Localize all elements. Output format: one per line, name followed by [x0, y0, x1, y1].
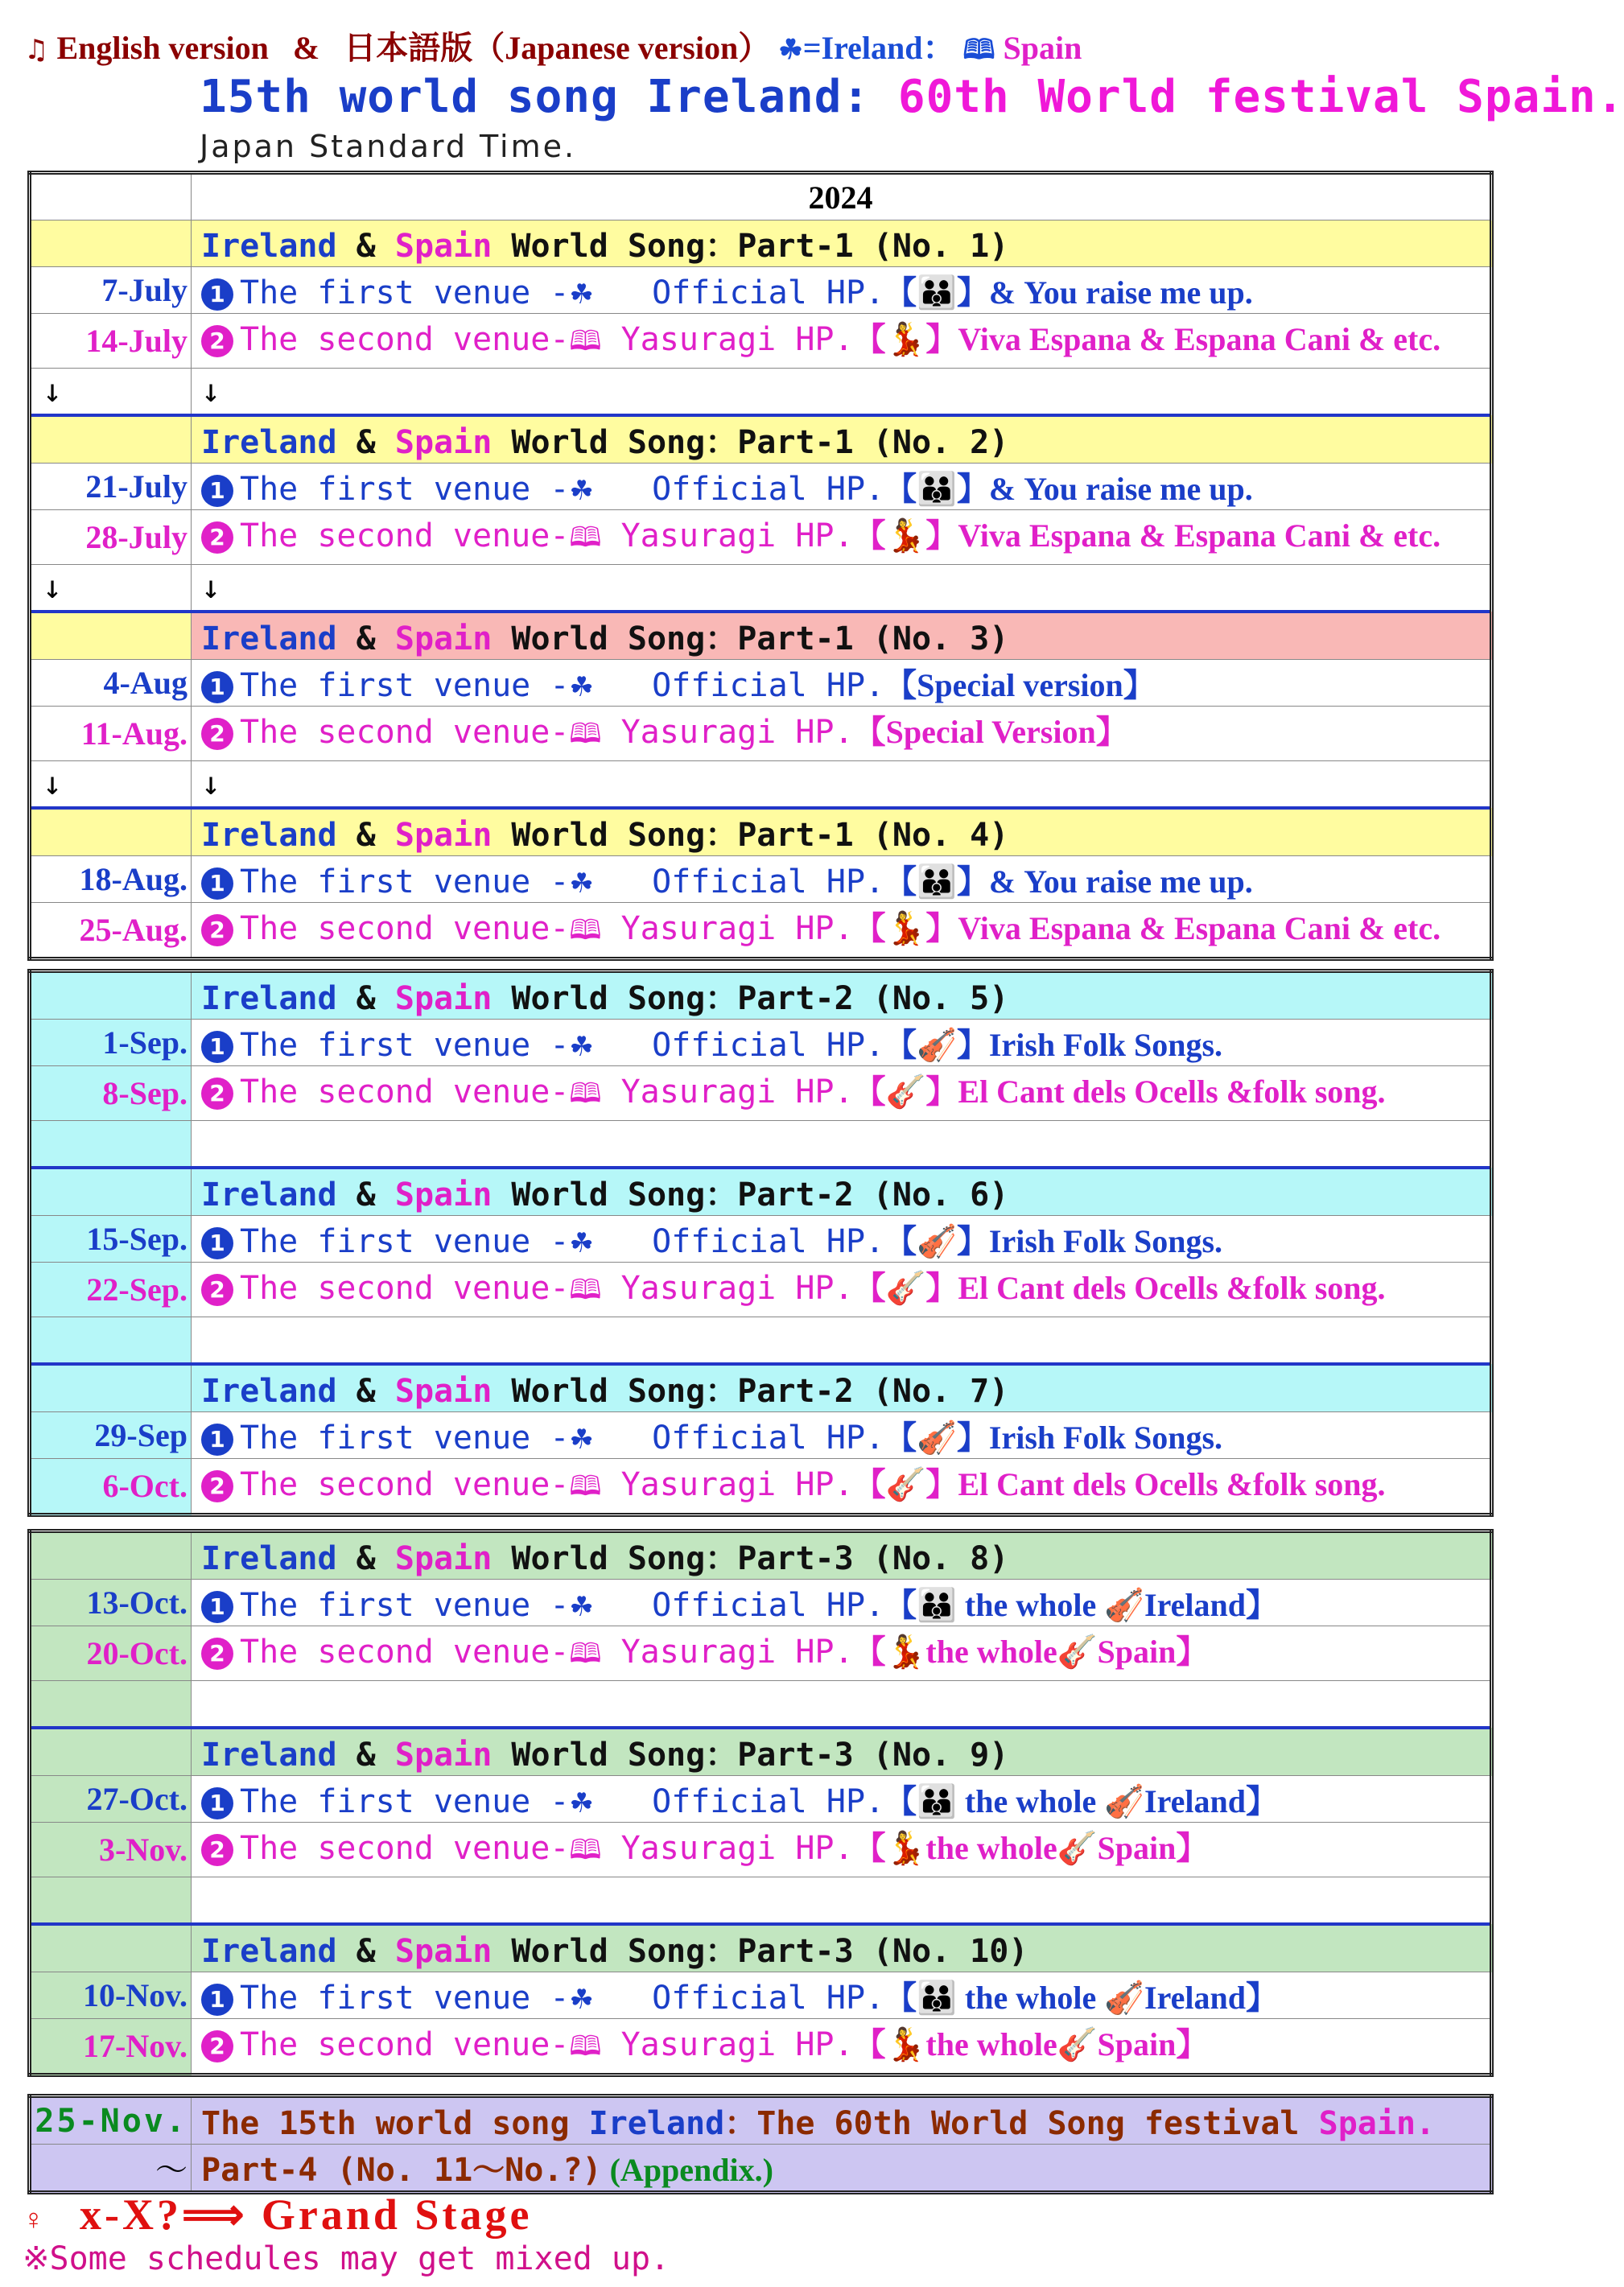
grand-stage: [23, 2189, 532, 2240]
yasuragi-hp-link[interactable]: Yasuragi HP.: [620, 1466, 854, 1503]
official-hp-link[interactable]: Official HP.: [652, 863, 885, 900]
yasuragi-hp-link[interactable]: Yasuragi HP.: [620, 1270, 854, 1307]
part-row: [30, 612, 1492, 660]
first-venue-cell: [192, 1020, 1492, 1066]
spacer-row: [30, 1121, 1492, 1168]
number-2-icon: 2: [201, 1078, 233, 1110]
part-title: [192, 1728, 1492, 1776]
shamrock-icon: ☘: [569, 671, 594, 703]
second-venue-song: 【🎸】El Cant dels Ocells &folk song.: [853, 1270, 1386, 1306]
part-spain: Spain: [394, 1540, 493, 1577]
first-venue-date: 15-Sep.: [30, 1216, 192, 1263]
part-title: [192, 1364, 1492, 1412]
first-venue-cell: [192, 1412, 1492, 1459]
book-icon: 🕮: [569, 1638, 602, 1670]
final-line-2a: Part-4 (No. 11～No.?): [201, 2152, 602, 2189]
shamrock-icon: ☘: [569, 1424, 594, 1456]
part-ireland: Ireland: [201, 620, 337, 657]
part-amp: &: [356, 620, 376, 657]
spacer-cell: [192, 1317, 1492, 1365]
yasuragi-hp-link[interactable]: Yasuragi HP.: [620, 714, 854, 751]
official-hp-link[interactable]: Official HP.: [652, 1783, 885, 1820]
second-venue-date: 28-July: [30, 510, 192, 565]
second-venue-date: 6-Oct.: [30, 1459, 192, 1515]
final-date-tilde: ～: [30, 2145, 192, 2193]
yasuragi-hp-link[interactable]: Yasuragi HP.: [620, 910, 854, 947]
second-venue-song: 【💃the whole🎸Spain】: [853, 2026, 1209, 2062]
first-venue-song: 【👪 the whole 🎻Ireland】: [884, 1587, 1279, 1623]
venue-row-first: [30, 267, 1492, 314]
grand-stage-text: x-X?⟹ Grand Stage: [80, 2190, 533, 2239]
first-venue-cell: [192, 856, 1492, 903]
schedule-section-3: [27, 1529, 1494, 2077]
part-date-cell: [30, 1924, 192, 1972]
part-amp: &: [356, 1176, 376, 1214]
part-spain: Spain: [394, 1933, 493, 1970]
yasuragi-hp-link[interactable]: Yasuragi HP.: [620, 517, 854, 554]
final-line-1b: Ireland: [588, 2105, 725, 2142]
first-venue-song: 【👪 the whole 🎻Ireland】: [884, 1980, 1279, 2016]
arrow-row: [30, 761, 1492, 809]
official-hp-link[interactable]: Official HP.: [652, 1980, 885, 2017]
second-venue-label: The second venue-: [240, 1270, 570, 1307]
part-amp: &: [356, 817, 376, 854]
official-hp-link[interactable]: Official HP.: [652, 667, 885, 704]
spacer-row: [30, 1681, 1492, 1729]
part-number: ：Part-2 (No. 6): [705, 1176, 1009, 1214]
grand-stage-icon: ♀: [23, 2203, 47, 2235]
second-venue-date: 3-Nov.: [30, 1823, 192, 1877]
arrow-down-icon: ↓: [192, 369, 1492, 416]
second-venue-song: 【🎸】El Cant dels Ocells &folk song.: [853, 1466, 1386, 1502]
part-title: [192, 808, 1492, 856]
number-2-icon: 2: [201, 1470, 233, 1502]
final-line-1c: ：The 60th World Song festival: [724, 2105, 1319, 2142]
venue-row-first: [30, 660, 1492, 707]
second-venue-label: The second venue-: [240, 1466, 570, 1503]
part-world-song: World Song: [511, 1540, 706, 1577]
first-venue-song: 【👪】& You raise me up.: [884, 863, 1253, 900]
part-number: ：Part-1 (No. 4): [705, 817, 1009, 854]
number-1-icon: 1: [201, 1424, 233, 1456]
yasuragi-hp-link[interactable]: Yasuragi HP.: [620, 321, 854, 358]
first-venue-song: 【🎻】Irish Folk Songs.: [884, 1223, 1223, 1259]
part-world-song: World Song: [511, 817, 706, 854]
first-venue-cell: [192, 1776, 1492, 1823]
part-spain: Spain: [394, 1373, 493, 1410]
first-venue-cell: [192, 1972, 1492, 2019]
part-row: [30, 1924, 1492, 1972]
part-row: [30, 1364, 1492, 1412]
part-title: [192, 1531, 1492, 1580]
number-1-icon: 1: [201, 1591, 233, 1623]
second-venue-cell: [192, 903, 1492, 959]
part-world-song: World Song: [511, 1933, 706, 1970]
spacer-row: [30, 1877, 1492, 1925]
second-venue-date: 8-Sep.: [30, 1066, 192, 1121]
venue-row-first: [30, 464, 1492, 510]
number-2-icon: 2: [201, 325, 233, 357]
first-venue-label: The first venue -: [240, 471, 570, 508]
spacer-cell: [192, 1681, 1492, 1729]
ireland-legend: =Ireland：: [802, 30, 955, 66]
number-1-icon: 1: [201, 1227, 233, 1259]
first-venue-date: 13-Oct.: [30, 1580, 192, 1626]
first-venue-song: 【👪 the whole 🎻Ireland】: [884, 1783, 1279, 1819]
first-venue-date: 1-Sep.: [30, 1020, 192, 1066]
venue-row-first: [30, 1216, 1492, 1263]
book-icon: 🕮: [569, 914, 602, 946]
part-row: [30, 415, 1492, 464]
shamrock-icon: ☘: [569, 1591, 594, 1623]
official-hp-link[interactable]: Official HP.: [652, 1223, 885, 1260]
second-venue-song: 【💃the whole🎸Spain】: [853, 1830, 1209, 1866]
official-hp-link[interactable]: Official HP.: [652, 1027, 885, 1064]
spacer-date-cell: [30, 1681, 192, 1729]
second-venue-cell: [192, 707, 1492, 761]
first-venue-date: 29-Sep: [30, 1412, 192, 1459]
first-venue-label: The first venue -: [240, 667, 570, 704]
part-date-cell: [30, 612, 192, 660]
first-venue-date: 7-July: [30, 267, 192, 314]
part-date-cell: [30, 971, 192, 1020]
yasuragi-hp-link[interactable]: Yasuragi HP.: [620, 1634, 854, 1671]
arrow-down-icon: ↓: [30, 369, 192, 416]
number-1-icon: 1: [201, 1787, 233, 1819]
year-date-cell: [30, 173, 192, 220]
venue-row-second: [30, 510, 1492, 565]
venue-row-first: [30, 1776, 1492, 1823]
second-venue-label: The second venue-: [240, 517, 570, 554]
second-venue-date: 22-Sep.: [30, 1263, 192, 1317]
number-2-icon: 2: [201, 521, 233, 554]
official-hp-link[interactable]: Official HP.: [652, 1587, 885, 1624]
shamrock-icon: ☘: [569, 1031, 594, 1063]
venue-row-second: [30, 314, 1492, 369]
spacer-date-cell: [30, 1877, 192, 1925]
second-venue-song: 【Special Version】: [853, 714, 1128, 750]
second-venue-cell: [192, 1626, 1492, 1681]
spacer-date-cell: [30, 1121, 192, 1168]
shamrock-icon: ☘: [569, 278, 594, 311]
yasuragi-hp-link[interactable]: Yasuragi HP.: [620, 1073, 854, 1111]
first-venue-song: 【👪】& You raise me up.: [884, 274, 1253, 311]
number-2-icon: 2: [201, 2030, 233, 2062]
part-ireland: Ireland: [201, 424, 337, 461]
venue-row-first: [30, 1020, 1492, 1066]
first-venue-cell: [192, 267, 1492, 314]
part-title: [192, 1168, 1492, 1216]
second-venue-label: The second venue-: [240, 321, 570, 358]
second-venue-date: 25-Aug.: [30, 903, 192, 959]
venue-row-first: [30, 1412, 1492, 1459]
official-hp-link[interactable]: Official HP.: [652, 1420, 885, 1457]
part-ireland: Ireland: [201, 980, 337, 1017]
second-venue-song: 【💃the whole🎸Spain】: [853, 1634, 1209, 1670]
first-venue-date: 21-July: [30, 464, 192, 510]
part-world-song: World Song: [511, 1176, 706, 1214]
book-icon: 🕮: [569, 1078, 602, 1110]
second-venue-label: The second venue-: [240, 910, 570, 947]
final-table: [27, 2094, 1494, 2194]
final-line-2b: (Appendix.): [601, 2152, 773, 2188]
second-venue-label: The second venue-: [240, 714, 570, 751]
venue-row-second: [30, 1626, 1492, 1681]
part-amp: &: [356, 424, 376, 461]
part-date-cell: [30, 1364, 192, 1412]
first-venue-song: 【🎻】Irish Folk Songs.: [884, 1027, 1223, 1063]
first-venue-song: 【🎻】Irish Folk Songs.: [884, 1420, 1223, 1456]
number-1-icon: 1: [201, 867, 233, 900]
part-date-cell: [30, 1531, 192, 1580]
part-spain: Spain: [394, 228, 493, 265]
part-number: ：Part-3 (No. 10): [705, 1933, 1028, 1970]
part-spain: Spain: [394, 980, 493, 1017]
second-venue-label: The second venue-: [240, 1073, 570, 1111]
official-hp-link[interactable]: Official HP.: [652, 274, 885, 311]
singer-icon: ♫: [24, 34, 49, 66]
part-ireland: Ireland: [201, 1373, 337, 1410]
second-venue-label: The second venue-: [240, 1634, 570, 1671]
part-ireland: Ireland: [201, 228, 337, 265]
final-line-1d: Spain.: [1318, 2105, 1436, 2142]
second-venue-date: 14-July: [30, 314, 192, 369]
second-venue-cell: [192, 1823, 1492, 1877]
header-line: [24, 23, 1082, 76]
final-line-2: [192, 2145, 1492, 2193]
arrow-row: [30, 565, 1492, 612]
number-2-icon: 2: [201, 914, 233, 946]
part-title: [192, 415, 1492, 464]
part-world-song: World Song: [511, 980, 706, 1017]
book-icon: 🕮: [962, 35, 995, 65]
first-venue-label: The first venue -: [240, 1027, 570, 1064]
part-number: ：Part-1 (No. 3): [705, 620, 1009, 657]
part-title: [192, 220, 1492, 267]
schedule-section-1: [27, 171, 1494, 961]
part-date-cell: [30, 808, 192, 856]
first-venue-label: The first venue -: [240, 1420, 570, 1457]
part-amp: &: [356, 1540, 376, 1577]
part-spain: Spain: [394, 620, 493, 657]
official-hp-link[interactable]: Official HP.: [652, 471, 885, 508]
part-amp: &: [356, 1737, 376, 1774]
venue-row-first: [30, 1972, 1492, 2019]
spain-legend: Spain: [1003, 30, 1082, 66]
part-row: [30, 1728, 1492, 1776]
part-world-song: World Song: [511, 424, 706, 461]
venue-row-second: [30, 1263, 1492, 1317]
yasuragi-hp-link[interactable]: Yasuragi HP.: [620, 1830, 854, 1867]
part-ireland: Ireland: [201, 1737, 337, 1774]
second-venue-cell: [192, 2019, 1492, 2075]
venue-row-first: [30, 1580, 1492, 1626]
part-ireland: Ireland: [201, 1540, 337, 1577]
ampersand: &: [292, 30, 320, 66]
part-spain: Spain: [394, 424, 493, 461]
number-1-icon: 1: [201, 1031, 233, 1063]
book-icon: 🕮: [569, 1470, 602, 1502]
arrow-down-icon: ↓: [30, 761, 192, 809]
part-number: ：Part-1 (No. 2): [705, 424, 1009, 461]
second-venue-cell: [192, 314, 1492, 369]
first-venue-date: 4-Aug: [30, 660, 192, 707]
final-line-1: [192, 2096, 1492, 2145]
first-venue-date: 18-Aug.: [30, 856, 192, 903]
part-world-song: World Song: [511, 620, 706, 657]
yasuragi-hp-link[interactable]: Yasuragi HP.: [620, 2026, 854, 2063]
second-venue-cell: [192, 1263, 1492, 1317]
part-ireland: Ireland: [201, 1933, 337, 1970]
part-date-cell: [30, 1728, 192, 1776]
part-date-cell: [30, 1168, 192, 1216]
part-spain: Spain: [394, 1737, 493, 1774]
arrow-down-icon: ↓: [192, 761, 1492, 809]
first-venue-label: The first venue -: [240, 1783, 570, 1820]
shamrock-icon: ☘: [569, 475, 594, 507]
venue-row-second: [30, 1459, 1492, 1515]
first-venue-label: The first venue -: [240, 1980, 570, 2017]
part-number: ：Part-2 (No. 7): [705, 1373, 1009, 1410]
part-world-song: World Song: [511, 1737, 706, 1774]
spacer-cell: [192, 1121, 1492, 1168]
title-ireland: 15th world song Ireland:: [200, 71, 871, 123]
venue-row-second: [30, 1823, 1492, 1877]
part-number: ：Part-3 (No. 9): [705, 1737, 1009, 1774]
footnote: ※Some schedules may get mixed up.: [23, 2240, 670, 2277]
shamrock-icon: ☘: [778, 35, 803, 65]
part-number: ：Part-3 (No. 8): [705, 1540, 1009, 1577]
second-venue-song: 【💃】Viva Espana & Espana Cani & etc.: [853, 910, 1441, 946]
second-venue-cell: [192, 1459, 1492, 1515]
final-date: 25-Nov.: [30, 2096, 192, 2145]
arrow-down-icon: ↓: [192, 565, 1492, 612]
book-icon: 🕮: [569, 325, 602, 357]
part-ireland: Ireland: [201, 817, 337, 854]
first-venue-cell: [192, 464, 1492, 510]
first-venue-cell: [192, 660, 1492, 707]
part-amp: &: [356, 1933, 376, 1970]
part-date-cell: [30, 415, 192, 464]
shamrock-icon: ☘: [569, 867, 594, 900]
shamrock-icon: ☘: [569, 1227, 594, 1259]
shamrock-icon: ☘: [569, 1787, 594, 1819]
part-number: ：Part-2 (No. 5): [705, 980, 1009, 1017]
part-title: [192, 971, 1492, 1020]
spacer-date-cell: [30, 1317, 192, 1365]
first-venue-cell: [192, 1216, 1492, 1263]
venue-row-second: [30, 707, 1492, 761]
part-row: [30, 1168, 1492, 1216]
first-venue-label: The first venue -: [240, 1587, 570, 1624]
part-title: [192, 612, 1492, 660]
part-amp: &: [356, 228, 376, 265]
book-icon: 🕮: [569, 718, 602, 750]
book-icon: 🕮: [569, 1274, 602, 1306]
number-1-icon: 1: [201, 671, 233, 703]
first-venue-date: 27-Oct.: [30, 1776, 192, 1823]
first-venue-cell: [192, 1580, 1492, 1626]
second-venue-label: The second venue-: [240, 1830, 570, 1867]
second-venue-cell: [192, 510, 1492, 565]
english-version-label: English version: [56, 30, 269, 66]
arrow-down-icon: ↓: [30, 565, 192, 612]
japanese-version-label: 日本語版（Japanese version）: [344, 30, 771, 66]
first-venue-song: 【👪】& You raise me up.: [884, 471, 1253, 507]
part-ireland: Ireland: [201, 1176, 337, 1214]
second-venue-song: 【💃】Viva Espana & Espana Cani & etc.: [853, 321, 1441, 357]
first-venue-label: The first venue -: [240, 274, 570, 311]
book-icon: 🕮: [569, 2030, 602, 2062]
part-row: [30, 808, 1492, 856]
number-2-icon: 2: [201, 1274, 233, 1306]
part-world-song: World Song: [511, 228, 706, 265]
number-1-icon: 1: [201, 278, 233, 311]
part-date-cell: [30, 220, 192, 267]
schedule-section-2: [27, 969, 1494, 1517]
second-venue-song: 【💃】Viva Espana & Espana Cani & etc.: [853, 517, 1441, 554]
number-1-icon: 1: [201, 475, 233, 507]
second-venue-label: The second venue-: [240, 2026, 570, 2063]
part-amp: &: [356, 980, 376, 1017]
second-venue-date: 17-Nov.: [30, 2019, 192, 2075]
part-title: [192, 1924, 1492, 1972]
final-line-1a: The 15th world song: [201, 2105, 589, 2142]
part-row: [30, 1531, 1492, 1580]
shamrock-icon: ☘: [569, 1984, 594, 2016]
part-row: [30, 971, 1492, 1020]
year-label: 2024: [192, 173, 1492, 220]
first-venue-label: The first venue -: [240, 863, 570, 900]
second-venue-date: 20-Oct.: [30, 1626, 192, 1681]
part-number: ：Part-1 (No. 1): [705, 228, 1009, 265]
second-venue-cell: [192, 1066, 1492, 1121]
page-title: [200, 71, 1624, 123]
first-venue-label: The first venue -: [240, 1223, 570, 1260]
part-row: [30, 220, 1492, 267]
title-spain: 60th World festival Spain.: [897, 71, 1624, 123]
number-1-icon: 1: [201, 1984, 233, 2016]
venue-row-second: [30, 2019, 1492, 2075]
spacer-cell: [192, 1877, 1492, 1925]
first-venue-date: 10-Nov.: [30, 1972, 192, 2019]
timezone-label: Japan Standard Time.: [200, 129, 577, 164]
number-2-icon: 2: [201, 1834, 233, 1866]
book-icon: 🕮: [569, 521, 602, 554]
book-icon: 🕮: [569, 1834, 602, 1866]
arrow-row: [30, 369, 1492, 416]
venue-row-second: [30, 1066, 1492, 1121]
part-spain: Spain: [394, 817, 493, 854]
number-2-icon: 2: [201, 718, 233, 750]
second-venue-date: 11-Aug.: [30, 707, 192, 761]
part-world-song: World Song: [511, 1373, 706, 1410]
second-venue-song: 【🎸】El Cant dels Ocells &folk song.: [853, 1073, 1386, 1110]
venue-row-second: [30, 903, 1492, 959]
number-2-icon: 2: [201, 1638, 233, 1670]
first-venue-song: 【Special version】: [884, 667, 1156, 703]
spacer-row: [30, 1317, 1492, 1365]
part-amp: &: [356, 1373, 376, 1410]
venue-row-first: [30, 856, 1492, 903]
part-spain: Spain: [394, 1176, 493, 1214]
